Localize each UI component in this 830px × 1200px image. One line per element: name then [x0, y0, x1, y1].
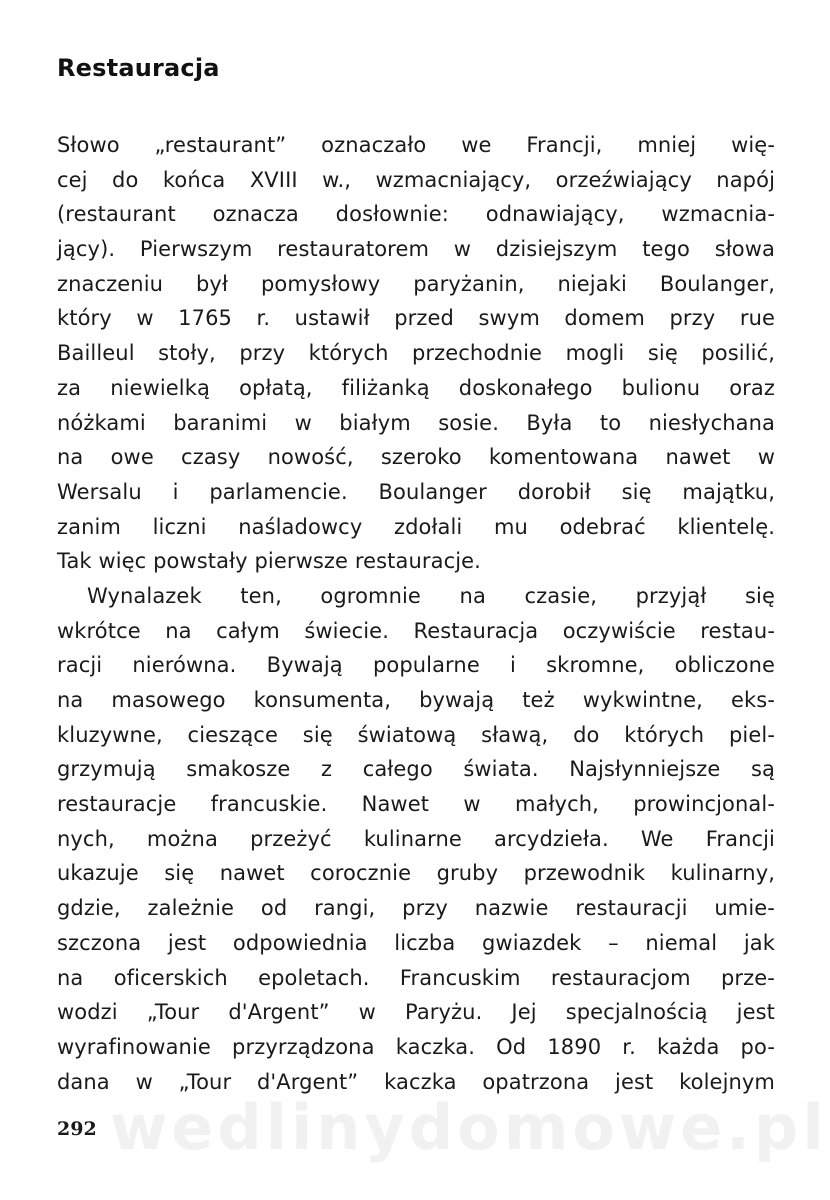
text-line: Bailleul stoły, przy których przechodnie mogli się posilić,	[57, 341, 775, 366]
text-line: ukazuje się nawet corocznie gruby przewodnik kulinarny,	[57, 861, 775, 886]
text-line: wkrótce na całym świecie. Restauracja oczywiście restau-	[57, 618, 775, 643]
text-line: na oficerskich epoletach. Francuskim restauracjom prze-	[57, 965, 775, 990]
text-line: racji nierówna. Bywają popularne i skromne, obliczone	[57, 653, 775, 678]
text-line: który w 1765 r. ustawił przed swym domem przy rue	[57, 306, 775, 331]
paragraph-end-line: Tak więc powstały pierwsze restauracje.	[57, 549, 481, 574]
watermark: wedlinydomowe.pl	[110, 1091, 828, 1164]
page-number: 292	[57, 1118, 97, 1140]
text-line: na masowego konsumenta, bywają też wykwintne, eks-	[57, 688, 775, 712]
text-line: jący). Pierwszym restauratorem w dzisiejszym tego słowa	[57, 237, 775, 262]
section-heading: Restauracja	[57, 54, 220, 82]
text-line: nóżkami baranimi w białym sosie. Była to niesłychana	[57, 410, 775, 435]
text-line: szczona jest odpowiednia liczba gwiazdek – niemal jak	[57, 930, 775, 955]
text-line: Słowo „restaurant” oznaczało we Francji, mniej wię-	[57, 133, 775, 157]
text-line: znaczeniu był pomysłowy paryżanin, niejaki Boulanger,	[57, 271, 775, 296]
text-line: restauracje francuskie. Nawet w małych, prowincjonal-	[57, 792, 775, 817]
text-line: gdzie, zależnie od rangi, przy nazwie restauracji umie-	[57, 896, 775, 921]
text-line: (restaurant oznacza dosłownie: odnawiający, wzmacnia-	[57, 202, 775, 227]
text-line: cej do końca XVIII w., wzmacniający, orzeźwiający napój	[57, 167, 775, 192]
text-line: wodzi „Tour d'Argent” w Paryżu. Jej specjalnością jest	[57, 1000, 775, 1025]
text-line: za niewielką opłatą, filiżanką doskonałego bulionu oraz	[57, 375, 775, 400]
text-line: zanim liczni naśladowcy zdołali mu odebrać klientelę.	[57, 514, 775, 539]
text-line: grzymują smakosze z całego świata. Najsłynniejsze są	[57, 757, 775, 782]
text-line: nych, można przeżyć kulinarne arcydzieła. We Francji	[57, 826, 775, 851]
body-text	[57, 128, 775, 1099]
text-line: wyrafinowanie przyrządzona kaczka. Od 1890 r. każda po-	[57, 1034, 775, 1059]
text-line: na owe czasy nowość, szeroko komentowana nawet w	[57, 445, 775, 470]
text-line: Wersalu i parlamencie. Boulanger dorobił się majątku,	[57, 479, 775, 504]
text-line: dana w „Tour d'Argent” kaczka opatrzona jest kolejnym	[57, 1069, 775, 1094]
text-line: kluzywne, cieszące się światową sławą, do których piel-	[57, 722, 775, 747]
paragraph-start-line: Wynalazek ten, ogromnie na czasie, przyjął się	[87, 583, 775, 608]
